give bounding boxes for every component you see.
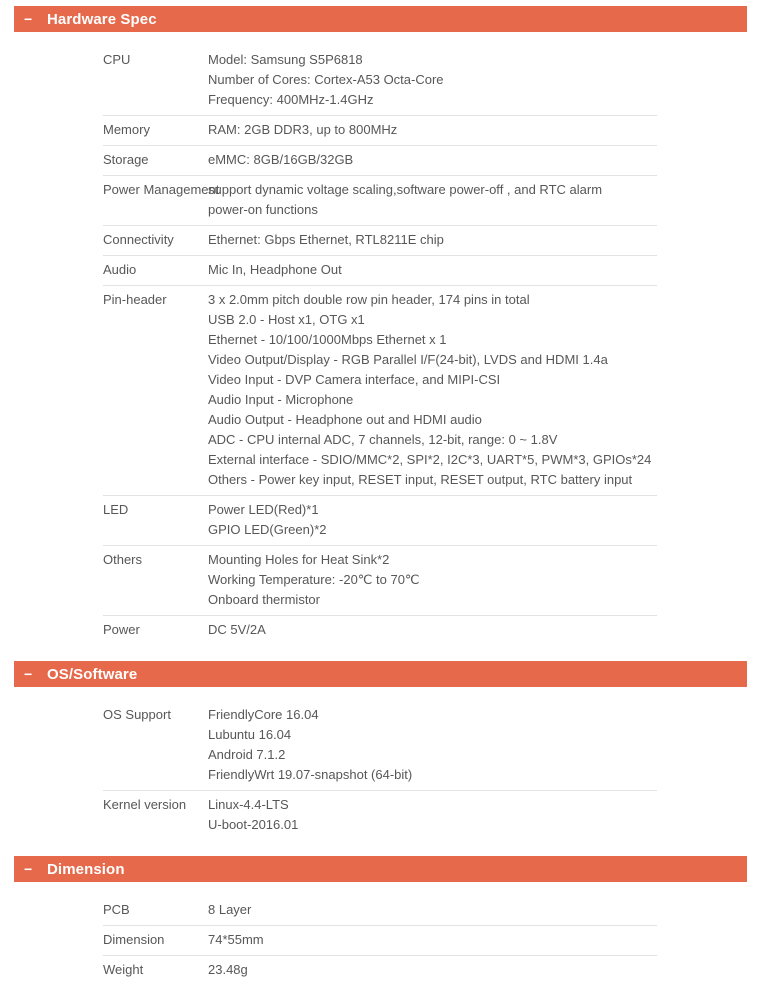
spec-value-line: FriendlyWrt 19.07-snapshot (64-bit): [208, 767, 413, 782]
spec-value: [208, 930, 657, 950]
spec-value-line: U-boot-2016.01: [208, 817, 299, 832]
spec-label: Audio: [103, 262, 137, 277]
spec-label: Others: [103, 552, 143, 567]
spec-row-hardware-spec-7: [103, 496, 657, 546]
spec-row-hardware-spec-1: [103, 116, 657, 146]
spec-label: Connectivity: [103, 232, 174, 247]
spec-value: [208, 180, 657, 220]
spec-value-line: Model: Samsung S5P6818: [208, 52, 363, 67]
spec-row-os-software-1: [103, 791, 657, 840]
spec-value-line: power-on functions: [208, 202, 318, 217]
section-title: OS/Software: [47, 665, 138, 683]
spec-label: Power Management: [103, 182, 220, 197]
spec-row-hardware-spec-6: [103, 286, 657, 496]
collapse-toggle-icon[interactable]: −: [24, 11, 33, 27]
spec-value-line: 23.48g: [208, 962, 248, 977]
spec-row-dimension-2: [103, 956, 657, 985]
spec-value-line: Ethernet - 10/100/1000Mbps Ethernet x 1: [208, 332, 447, 347]
spec-label: PCB: [103, 902, 130, 917]
spec-row-hardware-spec-4: [103, 226, 657, 256]
spec-value: [208, 50, 657, 110]
spec-value: [208, 620, 657, 640]
section-header-hardware-spec[interactable]: [14, 6, 747, 32]
spec-value: [208, 705, 657, 785]
spec-value-line: Linux-4.4-LTS: [208, 797, 289, 812]
spec-value: [208, 290, 657, 490]
spec-value-line: Audio Output - Headphone out and HDMI audio: [208, 412, 482, 427]
section-title: Dimension: [47, 860, 125, 878]
spec-value: [208, 120, 657, 140]
spec-value-line: 8 Layer: [208, 902, 252, 917]
spec-label: CPU: [103, 52, 131, 67]
spec-value-line: USB 2.0 - Host x1, OTG x1: [208, 312, 365, 327]
spec-value-line: Ethernet: Gbps Ethernet, RTL8211E chip: [208, 232, 444, 247]
spec-value-line: 74*55mm: [208, 932, 264, 947]
spec-value: [208, 230, 657, 250]
spec-row-hardware-spec-8: [103, 546, 657, 616]
spec-label: Pin-header: [103, 292, 167, 307]
spec-label: Power: [103, 622, 140, 637]
spec-value-line: Mounting Holes for Heat Sink*2: [208, 552, 390, 567]
spec-label: Dimension: [103, 932, 165, 947]
spec-row-hardware-spec-5: [103, 256, 657, 286]
spec-value: [208, 795, 657, 835]
spec-label: Storage: [103, 152, 149, 167]
section-body-os-software: [103, 701, 657, 840]
spec-value-line: FriendlyCore 16.04: [208, 707, 319, 722]
spec-row-hardware-spec-2: [103, 146, 657, 176]
spec-value: [208, 260, 657, 280]
spec-value-line: 3 x 2.0mm pitch double row pin header, 174 pins in total: [208, 292, 530, 307]
spec-value-line: Onboard thermistor: [208, 592, 320, 607]
spec-value-line: support dynamic voltage scaling,software power-off , and RTC alarm: [208, 182, 603, 197]
spec-row-dimension-0: [103, 896, 657, 926]
spec-value-line: DC 5V/2A: [208, 622, 266, 637]
spec-value: [208, 500, 657, 540]
spec-value-line: ADC - CPU internal ADC, 7 channels, 12-bit, range: 0 ~ 1.8V: [208, 432, 558, 447]
spec-value-line: Android 7.1.2: [208, 747, 286, 762]
section-body-dimension: [103, 896, 657, 985]
spec-value-line: GPIO LED(Green)*2: [208, 522, 327, 537]
collapse-toggle-icon[interactable]: −: [24, 861, 33, 877]
spec-label: Weight: [103, 962, 144, 977]
section-body-hardware-spec: [103, 46, 657, 645]
spec-row-dimension-1: [103, 926, 657, 956]
spec-value: [208, 900, 657, 920]
spec-value-line: RAM: 2GB DDR3, up to 800MHz: [208, 122, 398, 137]
section-dimension: [0, 856, 759, 985]
spec-value: [208, 550, 657, 610]
spec-value-line: Video Output/Display - RGB Parallel I/F(24-bit), LVDS and HDMI 1.4a: [208, 352, 608, 367]
spec-value-line: eMMC: 8GB/16GB/32GB: [208, 152, 354, 167]
spec-value-line: Working Temperature: -20℃ to 70℃: [208, 572, 420, 587]
spec-label: LED: [103, 502, 129, 517]
spec-row-os-software-0: [103, 701, 657, 791]
spec-value: [208, 960, 657, 980]
section-os-software: [0, 661, 759, 840]
section-header-dimension[interactable]: [14, 856, 747, 882]
spec-row-hardware-spec-9: [103, 616, 657, 645]
spec-label: Kernel version: [103, 797, 187, 812]
spec-label: OS Support: [103, 707, 171, 722]
spec-label: Memory: [103, 122, 150, 137]
sections-container: [0, 6, 759, 985]
spec-row-hardware-spec-3: [103, 176, 657, 226]
section-header-os-software[interactable]: [14, 661, 747, 687]
section-title: Hardware Spec: [47, 10, 157, 28]
spec-value-line: Number of Cores: Cortex-A53 Octa-Core: [208, 72, 444, 87]
section-hardware-spec: [0, 6, 759, 645]
spec-value-line: Audio Input - Microphone: [208, 392, 354, 407]
spec-row-hardware-spec-0: [103, 46, 657, 116]
spec-value-line: Others - Power key input, RESET input, RESET output, RTC battery input: [208, 472, 633, 487]
collapse-toggle-icon[interactable]: −: [24, 666, 33, 682]
spec-value-line: Power LED(Red)*1: [208, 502, 319, 517]
spec-value-line: Lubuntu 16.04: [208, 727, 292, 742]
spec-value-line: External interface - SDIO/MMC*2, SPI*2, I2C*3, UART*5, PWM*3, GPIOs*24: [208, 452, 652, 467]
spec-value-line: Frequency: 400MHz-1.4GHz: [208, 92, 374, 107]
spec-value-line: Video Input - DVP Camera interface, and MIPI-CSI: [208, 372, 501, 387]
spec-value: [208, 150, 657, 170]
spec-value-line: Mic In, Headphone Out: [208, 262, 342, 277]
